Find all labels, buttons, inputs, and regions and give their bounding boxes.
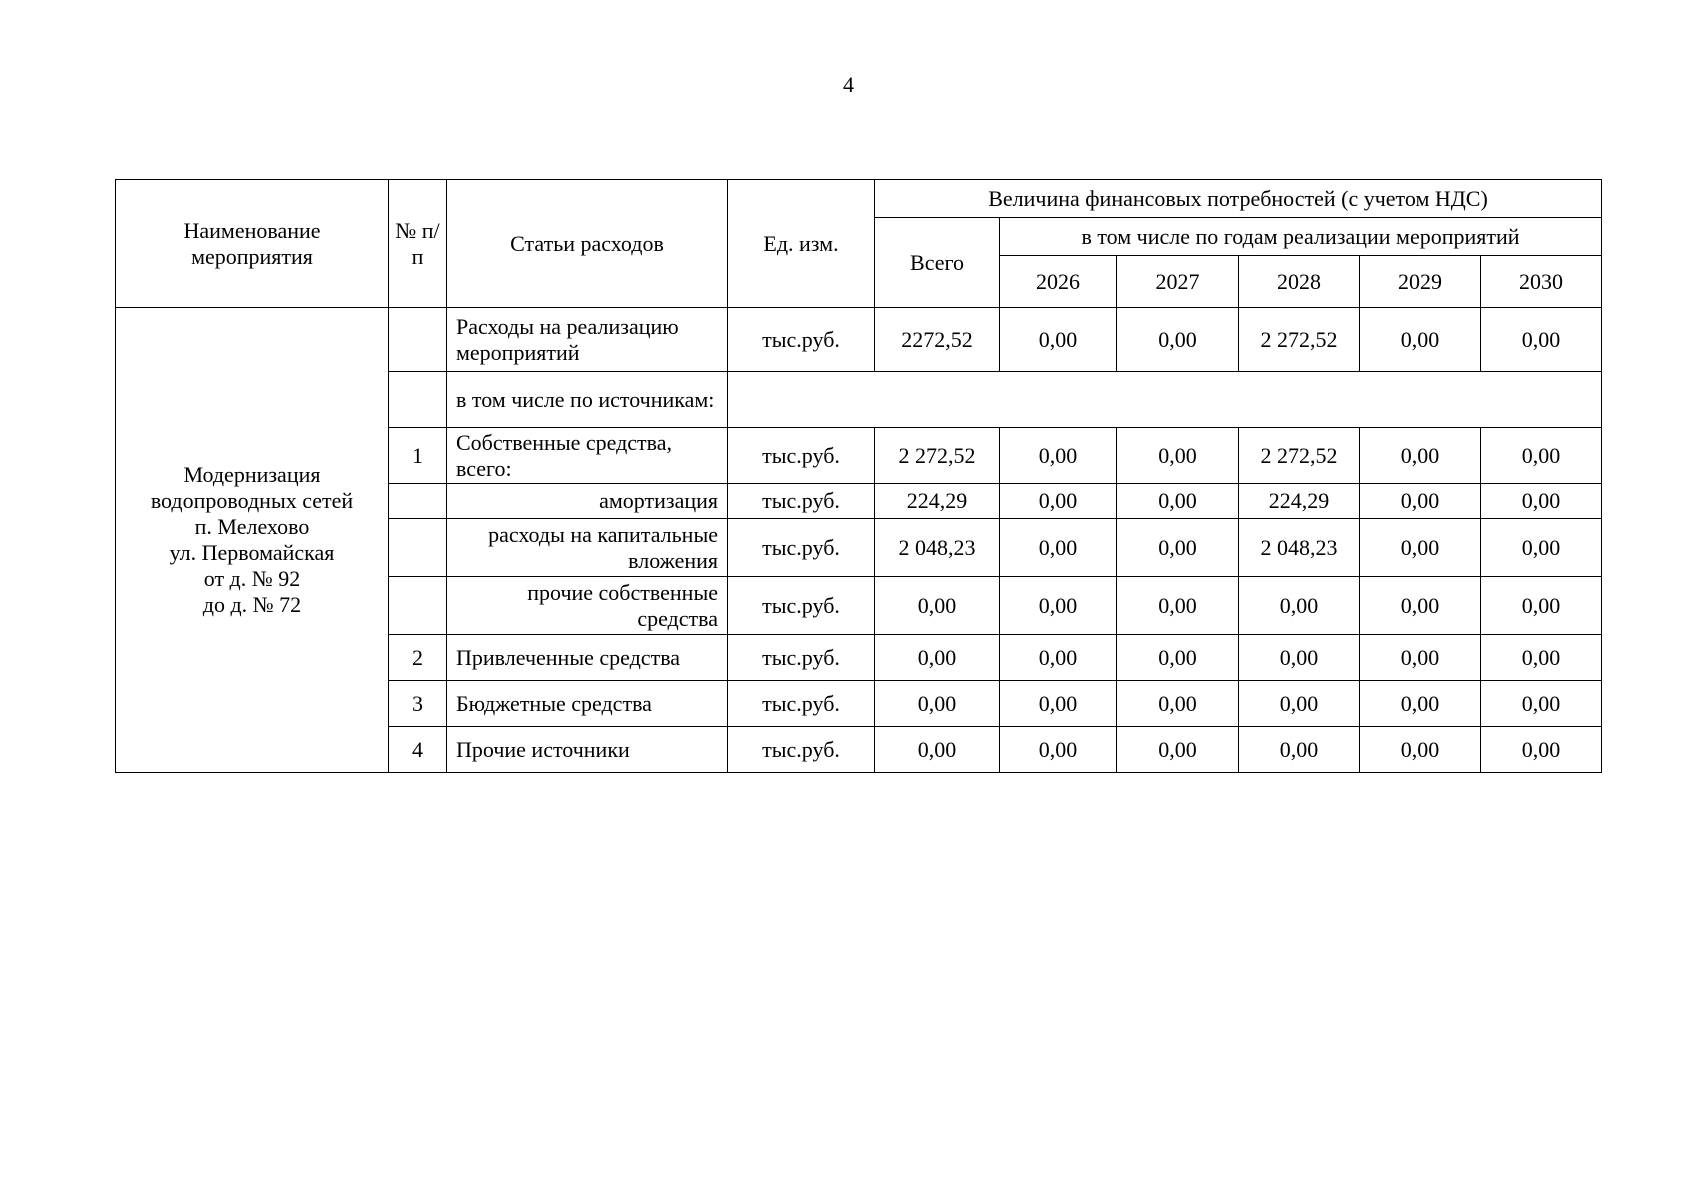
year-value: 0,00 <box>1481 577 1602 635</box>
year-value: 0,00 <box>1360 577 1481 635</box>
event-name-line: от д. № 92 <box>203 566 301 591</box>
year-value: 0,00 <box>1000 681 1117 727</box>
year-value: 0,00 <box>1000 727 1117 773</box>
financial-needs-table <box>115 179 1602 773</box>
year-value: 0,00 <box>1481 484 1602 519</box>
year-value: 0,00 <box>1117 519 1239 577</box>
year-value: 0,00 <box>1000 519 1117 577</box>
unit-cell: тыс.руб. <box>728 484 875 519</box>
header-year: 2030 <box>1481 256 1602 308</box>
header-financial-needs: Величина финансовых потребностей (с учетом НДС) <box>875 180 1602 218</box>
year-value: 0,00 <box>1000 577 1117 635</box>
row-number: 2 <box>389 635 447 681</box>
year-value: 0,00 <box>1000 308 1117 372</box>
total-cell: 0,00 <box>875 727 1000 773</box>
expense-item: расходы на капитальные вложения <box>447 519 728 577</box>
expense-item-text: прочие собственные средства <box>527 579 718 631</box>
header-year: 2029 <box>1360 256 1481 308</box>
year-value: 2 048,23 <box>1239 519 1360 577</box>
row-number <box>389 577 447 635</box>
year-value: 0,00 <box>1239 681 1360 727</box>
year-value: 0,00 <box>1481 635 1602 681</box>
expense-item <box>447 577 728 635</box>
event-name-line: Модернизация <box>183 462 321 487</box>
year-value: 0,00 <box>1360 428 1481 484</box>
row-number <box>389 484 447 519</box>
year-value: 0,00 <box>1117 635 1239 681</box>
unit-cell: тыс.руб. <box>728 308 875 372</box>
expense-item: Расходы на реализацию мероприятий <box>447 308 728 372</box>
year-value: 0,00 <box>1481 428 1602 484</box>
total-cell: 2272,52 <box>875 308 1000 372</box>
header-row-1 <box>116 180 1602 218</box>
header-year: 2027 <box>1117 256 1239 308</box>
year-value: 0,00 <box>1117 681 1239 727</box>
total-cell: 2 048,23 <box>875 519 1000 577</box>
year-value: 0,00 <box>1117 577 1239 635</box>
row-number <box>389 308 447 372</box>
event-name-line: до д. № 72 <box>202 592 302 617</box>
header-year: 2026 <box>1000 256 1117 308</box>
total-cell: 0,00 <box>875 635 1000 681</box>
year-value: 0,00 <box>1481 727 1602 773</box>
year-value: 0,00 <box>1000 428 1117 484</box>
year-value: 224,29 <box>1239 484 1360 519</box>
year-value: 2 272,52 <box>1239 308 1360 372</box>
row-number <box>389 519 447 577</box>
header-event-name: Наименование мероприятия <box>116 180 389 308</box>
unit-cell: тыс.руб. <box>728 727 875 773</box>
year-value: 0,00 <box>1239 635 1360 681</box>
expense-item: Прочие источники <box>447 727 728 773</box>
event-name-line: ул. Первомайская <box>169 540 335 565</box>
expense-item: в том числе по источникам: <box>447 372 728 428</box>
row-number <box>389 372 447 428</box>
total-cell: 2 272,52 <box>875 428 1000 484</box>
expense-item: Привлеченные средства <box>447 635 728 681</box>
unit-cell: тыс.руб. <box>728 428 875 484</box>
year-value: 0,00 <box>1239 727 1360 773</box>
year-value: 0,00 <box>1360 635 1481 681</box>
year-value: 2 272,52 <box>1239 428 1360 484</box>
year-value: 0,00 <box>1360 519 1481 577</box>
empty-merged-cell <box>728 372 1602 428</box>
row-number: 4 <box>389 727 447 773</box>
year-value: 0,00 <box>1117 308 1239 372</box>
total-cell: 0,00 <box>875 577 1000 635</box>
row-number: 1 <box>389 428 447 484</box>
year-value: 0,00 <box>1360 484 1481 519</box>
event-name-line: п. Мелехово <box>194 514 310 539</box>
year-value: 0,00 <box>1360 308 1481 372</box>
expense-item: Бюджетные средства <box>447 681 728 727</box>
header-number: № п/п <box>389 180 447 308</box>
unit-cell: тыс.руб. <box>728 681 875 727</box>
year-value: 0,00 <box>1239 577 1360 635</box>
unit-cell: тыс.руб. <box>728 577 875 635</box>
header-by-years: в том числе по годам реализации мероприятий <box>1000 218 1602 256</box>
header-total: Всего <box>875 218 1000 308</box>
year-value: 0,00 <box>1117 484 1239 519</box>
event-name-cell <box>116 308 389 773</box>
total-cell: 224,29 <box>875 484 1000 519</box>
header-expense-items: Статьи расходов <box>447 180 728 308</box>
expense-item: амортизация <box>447 484 728 519</box>
year-value: 0,00 <box>1117 428 1239 484</box>
table-row <box>116 308 1602 372</box>
year-value: 0,00 <box>1360 727 1481 773</box>
unit-cell: тыс.руб. <box>728 635 875 681</box>
year-value: 0,00 <box>1481 308 1602 372</box>
year-value: 0,00 <box>1360 681 1481 727</box>
year-value: 0,00 <box>1481 519 1602 577</box>
header-year: 2028 <box>1239 256 1360 308</box>
year-value: 0,00 <box>1117 727 1239 773</box>
year-value: 0,00 <box>1000 484 1117 519</box>
year-value: 0,00 <box>1000 635 1117 681</box>
expense-item: Собственные средства, всего: <box>447 428 728 484</box>
page-number: 4 <box>843 72 854 97</box>
unit-cell: тыс.руб. <box>728 519 875 577</box>
total-cell: 0,00 <box>875 681 1000 727</box>
event-name-line: водопроводных сетей <box>150 488 354 513</box>
row-number: 3 <box>389 681 447 727</box>
header-unit: Ед. изм. <box>728 180 875 308</box>
year-value: 0,00 <box>1481 681 1602 727</box>
